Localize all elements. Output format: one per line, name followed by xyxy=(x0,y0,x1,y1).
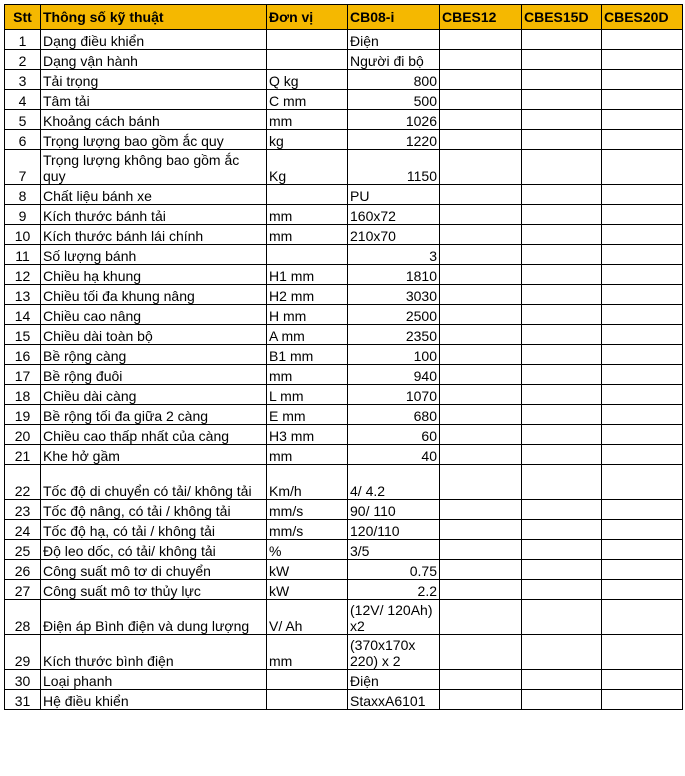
row-unit xyxy=(267,690,348,710)
row-cbes12 xyxy=(440,445,522,465)
row-cbes20d xyxy=(602,185,683,205)
row-cbes12 xyxy=(440,265,522,285)
row-cbes20d xyxy=(602,635,683,670)
row-cb08-i: (370x170x 220) x 2 xyxy=(348,635,440,670)
row-unit: H1 mm xyxy=(267,265,348,285)
table-row xyxy=(5,540,683,560)
row-cbes20d xyxy=(602,580,683,600)
row-cbes20d xyxy=(602,445,683,465)
row-stt: 22 xyxy=(5,465,41,500)
row-stt: 9 xyxy=(5,205,41,225)
header-cbes20d: CBES20D xyxy=(602,5,683,30)
row-spec: Bề rộng càng xyxy=(41,345,267,365)
row-cbes12 xyxy=(440,185,522,205)
table-row xyxy=(5,205,683,225)
row-spec: Khe hở gầm xyxy=(41,445,267,465)
row-cbes15d xyxy=(522,500,602,520)
row-cbes12 xyxy=(440,365,522,385)
row-cb08-i: 800 xyxy=(348,70,440,90)
row-spec: Chất liệu bánh xe xyxy=(41,185,267,205)
row-cbes12 xyxy=(440,325,522,345)
row-stt: 2 xyxy=(5,50,41,70)
row-stt: 1 xyxy=(5,30,41,50)
row-unit: kW xyxy=(267,580,348,600)
row-cbes20d xyxy=(602,500,683,520)
row-stt: 7 xyxy=(5,150,41,185)
spec-table xyxy=(4,4,683,710)
row-cb08-i: 0.75 xyxy=(348,560,440,580)
row-cb08-i: StaxxA6101 xyxy=(348,690,440,710)
row-stt: 13 xyxy=(5,285,41,305)
row-cbes15d xyxy=(522,365,602,385)
table-row xyxy=(5,600,683,635)
row-spec: Chiều dài càng xyxy=(41,385,267,405)
row-stt: 17 xyxy=(5,365,41,385)
table-row xyxy=(5,580,683,600)
row-cbes12 xyxy=(440,560,522,580)
row-stt: 20 xyxy=(5,425,41,445)
table-row xyxy=(5,670,683,690)
row-stt: 16 xyxy=(5,345,41,365)
row-cbes15d xyxy=(522,690,602,710)
row-stt: 14 xyxy=(5,305,41,325)
table-row xyxy=(5,405,683,425)
table-row xyxy=(5,465,683,500)
row-cb08-i: 4/ 4.2 xyxy=(348,465,440,500)
row-cb08-i: Điện xyxy=(348,30,440,50)
row-cbes20d xyxy=(602,520,683,540)
row-unit: V/ Ah xyxy=(267,600,348,635)
row-cb08-i: 90/ 110 xyxy=(348,500,440,520)
row-unit: H3 mm xyxy=(267,425,348,445)
row-cbes15d xyxy=(522,50,602,70)
row-stt: 3 xyxy=(5,70,41,90)
table-row xyxy=(5,635,683,670)
row-spec: Số lượng bánh xyxy=(41,245,267,265)
row-stt: 11 xyxy=(5,245,41,265)
row-unit xyxy=(267,245,348,265)
table-row xyxy=(5,150,683,185)
row-cb08-i: 2500 xyxy=(348,305,440,325)
row-cbes12 xyxy=(440,520,522,540)
row-spec: Bề rộng tối đa giữa 2 càng xyxy=(41,405,267,425)
row-cb08-i: 160x72 xyxy=(348,205,440,225)
table-row xyxy=(5,520,683,540)
row-cb08-i: 1026 xyxy=(348,110,440,130)
row-cbes12 xyxy=(440,345,522,365)
row-cbes12 xyxy=(440,50,522,70)
row-cbes20d xyxy=(602,130,683,150)
row-stt: 8 xyxy=(5,185,41,205)
row-spec: Công suất mô tơ thủy lực xyxy=(41,580,267,600)
row-cbes15d xyxy=(522,520,602,540)
row-stt: 30 xyxy=(5,670,41,690)
table-row xyxy=(5,425,683,445)
header-cbes15d: CBES15D xyxy=(522,5,602,30)
row-unit: E mm xyxy=(267,405,348,425)
row-cbes15d xyxy=(522,150,602,185)
row-spec: Độ leo dốc, có tải/ không tải xyxy=(41,540,267,560)
row-cbes20d xyxy=(602,50,683,70)
row-cbes12 xyxy=(440,225,522,245)
row-spec: Hệ điều khiển xyxy=(41,690,267,710)
row-unit: mm xyxy=(267,365,348,385)
row-cb08-i: 3030 xyxy=(348,285,440,305)
row-cbes12 xyxy=(440,465,522,500)
row-spec: Khoảng cách bánh xyxy=(41,110,267,130)
row-cb08-i: Người đi bộ xyxy=(348,50,440,70)
row-cbes15d xyxy=(522,635,602,670)
row-spec: Tải trọng xyxy=(41,70,267,90)
row-spec: Tốc độ hạ, có tải / không tải xyxy=(41,520,267,540)
row-unit: C mm xyxy=(267,90,348,110)
row-cbes15d xyxy=(522,225,602,245)
header-cb08-i: CB08-i xyxy=(348,5,440,30)
row-cbes20d xyxy=(602,305,683,325)
row-spec: Chiều cao thấp nhất của càng xyxy=(41,425,267,445)
row-cbes15d xyxy=(522,30,602,50)
row-cbes20d xyxy=(602,70,683,90)
row-cbes15d xyxy=(522,205,602,225)
row-cb08-i: 1810 xyxy=(348,265,440,285)
row-cbes15d xyxy=(522,305,602,325)
row-cb08-i: 1150 xyxy=(348,150,440,185)
row-unit: mm xyxy=(267,635,348,670)
row-cbes20d xyxy=(602,205,683,225)
spec-table-body xyxy=(5,30,683,710)
table-row xyxy=(5,285,683,305)
row-cbes12 xyxy=(440,110,522,130)
row-cbes20d xyxy=(602,385,683,405)
row-cbes15d xyxy=(522,325,602,345)
row-spec: Dạng vận hành xyxy=(41,50,267,70)
row-spec: Chiều hạ khung xyxy=(41,265,267,285)
row-unit xyxy=(267,30,348,50)
row-cbes20d xyxy=(602,150,683,185)
header-spec: Thông số kỹ thuật xyxy=(41,5,267,30)
row-cbes12 xyxy=(440,425,522,445)
row-stt: 28 xyxy=(5,600,41,635)
row-unit: Km/h xyxy=(267,465,348,500)
row-cb08-i: (12V/ 120Ah) x2 xyxy=(348,600,440,635)
row-spec: Trọng lượng không bao gồm ắc quy xyxy=(41,150,267,185)
row-cb08-i: 120/110 xyxy=(348,520,440,540)
row-unit: Q kg xyxy=(267,70,348,90)
row-unit: mm/s xyxy=(267,520,348,540)
row-cbes15d xyxy=(522,540,602,560)
row-unit: B1 mm xyxy=(267,345,348,365)
row-cbes20d xyxy=(602,600,683,635)
table-row xyxy=(5,325,683,345)
table-row xyxy=(5,110,683,130)
row-spec: Điện áp Bình điện và dung lượng xyxy=(41,600,267,635)
row-stt: 15 xyxy=(5,325,41,345)
table-row xyxy=(5,560,683,580)
row-spec: Kích thước bình điện xyxy=(41,635,267,670)
row-stt: 5 xyxy=(5,110,41,130)
row-cb08-i: 940 xyxy=(348,365,440,385)
row-unit: kW xyxy=(267,560,348,580)
table-row xyxy=(5,50,683,70)
row-cbes12 xyxy=(440,70,522,90)
row-spec: Trọng lượng bao gồm ắc quy xyxy=(41,130,267,150)
row-stt: 31 xyxy=(5,690,41,710)
row-cb08-i: 2350 xyxy=(348,325,440,345)
row-cbes20d xyxy=(602,465,683,500)
row-spec: Kích thước bánh tải xyxy=(41,205,267,225)
row-cb08-i: 1070 xyxy=(348,385,440,405)
table-row xyxy=(5,365,683,385)
row-stt: 25 xyxy=(5,540,41,560)
row-cbes15d xyxy=(522,405,602,425)
row-cbes20d xyxy=(602,365,683,385)
row-cbes15d xyxy=(522,285,602,305)
row-unit: mm/s xyxy=(267,500,348,520)
row-unit: Kg xyxy=(267,150,348,185)
table-row xyxy=(5,90,683,110)
row-cb08-i: 60 xyxy=(348,425,440,445)
row-cb08-i: 210x70 xyxy=(348,225,440,245)
table-row xyxy=(5,70,683,90)
row-unit: H mm xyxy=(267,305,348,325)
row-unit: H2 mm xyxy=(267,285,348,305)
row-unit: kg xyxy=(267,130,348,150)
row-cb08-i: PU xyxy=(348,185,440,205)
row-cbes12 xyxy=(440,285,522,305)
row-cbes20d xyxy=(602,245,683,265)
row-cbes12 xyxy=(440,405,522,425)
table-row xyxy=(5,185,683,205)
row-cbes15d xyxy=(522,465,602,500)
row-spec: Tâm tải xyxy=(41,90,267,110)
row-cbes15d xyxy=(522,560,602,580)
table-row xyxy=(5,500,683,520)
row-cbes12 xyxy=(440,635,522,670)
row-cbes12 xyxy=(440,150,522,185)
row-cbes20d xyxy=(602,560,683,580)
row-cbes15d xyxy=(522,185,602,205)
row-cb08-i: 500 xyxy=(348,90,440,110)
row-stt: 19 xyxy=(5,405,41,425)
row-cbes15d xyxy=(522,670,602,690)
row-unit xyxy=(267,50,348,70)
row-cbes12 xyxy=(440,130,522,150)
header-unit: Đơn vị xyxy=(267,5,348,30)
row-stt: 27 xyxy=(5,580,41,600)
row-cbes15d xyxy=(522,70,602,90)
row-cbes20d xyxy=(602,425,683,445)
row-cb08-i: 3 xyxy=(348,245,440,265)
row-cbes15d xyxy=(522,445,602,465)
row-cbes20d xyxy=(602,405,683,425)
row-cb08-i: 100 xyxy=(348,345,440,365)
row-spec: Chiều tối đa khung nâng xyxy=(41,285,267,305)
row-cbes15d xyxy=(522,130,602,150)
row-stt: 21 xyxy=(5,445,41,465)
table-row xyxy=(5,445,683,465)
row-cbes20d xyxy=(602,690,683,710)
row-unit xyxy=(267,185,348,205)
row-unit: mm xyxy=(267,225,348,245)
row-cbes12 xyxy=(440,305,522,325)
row-cbes15d xyxy=(522,110,602,130)
row-cbes15d xyxy=(522,265,602,285)
row-cbes20d xyxy=(602,265,683,285)
row-unit: A mm xyxy=(267,325,348,345)
table-row xyxy=(5,265,683,285)
table-row xyxy=(5,30,683,50)
row-cbes12 xyxy=(440,670,522,690)
row-cbes15d xyxy=(522,580,602,600)
row-stt: 29 xyxy=(5,635,41,670)
row-cbes20d xyxy=(602,325,683,345)
row-spec: Chiều dài toàn bộ xyxy=(41,325,267,345)
row-cbes15d xyxy=(522,385,602,405)
row-cbes20d xyxy=(602,345,683,365)
row-unit: mm xyxy=(267,110,348,130)
row-spec: Chiều cao nâng xyxy=(41,305,267,325)
row-unit xyxy=(267,670,348,690)
row-stt: 23 xyxy=(5,500,41,520)
row-spec: Công suất mô tơ di chuyển xyxy=(41,560,267,580)
row-unit: mm xyxy=(267,205,348,225)
row-cb08-i: Điện xyxy=(348,670,440,690)
row-cb08-i: 1220 xyxy=(348,130,440,150)
row-spec: Dạng điều khiển xyxy=(41,30,267,50)
row-cbes12 xyxy=(440,205,522,225)
table-row xyxy=(5,345,683,365)
table-row xyxy=(5,130,683,150)
row-cbes15d xyxy=(522,90,602,110)
row-stt: 26 xyxy=(5,560,41,580)
header-row xyxy=(5,5,683,30)
row-cbes12 xyxy=(440,385,522,405)
row-cbes12 xyxy=(440,580,522,600)
row-cbes20d xyxy=(602,110,683,130)
row-cbes20d xyxy=(602,30,683,50)
row-cbes12 xyxy=(440,500,522,520)
row-cbes15d xyxy=(522,345,602,365)
row-cbes20d xyxy=(602,540,683,560)
row-cbes12 xyxy=(440,690,522,710)
row-spec: Tốc độ nâng, có tải / không tải xyxy=(41,500,267,520)
table-row xyxy=(5,305,683,325)
row-spec: Tốc độ di chuyển có tải/ không tải xyxy=(41,465,267,500)
row-cb08-i: 40 xyxy=(348,445,440,465)
table-row xyxy=(5,690,683,710)
row-spec: Bề rộng đuôi xyxy=(41,365,267,385)
row-unit: % xyxy=(267,540,348,560)
row-unit: mm xyxy=(267,445,348,465)
table-row xyxy=(5,385,683,405)
row-stt: 24 xyxy=(5,520,41,540)
row-cb08-i: 3/5 xyxy=(348,540,440,560)
table-row xyxy=(5,245,683,265)
row-unit: L mm xyxy=(267,385,348,405)
row-cbes20d xyxy=(602,670,683,690)
row-cbes15d xyxy=(522,245,602,265)
row-stt: 10 xyxy=(5,225,41,245)
row-stt: 18 xyxy=(5,385,41,405)
row-cbes12 xyxy=(440,30,522,50)
row-stt: 6 xyxy=(5,130,41,150)
table-row xyxy=(5,225,683,245)
row-cbes12 xyxy=(440,600,522,635)
row-cbes12 xyxy=(440,245,522,265)
row-stt: 4 xyxy=(5,90,41,110)
row-cbes15d xyxy=(522,425,602,445)
row-spec: Kích thước bánh lái chính xyxy=(41,225,267,245)
row-cb08-i: 680 xyxy=(348,405,440,425)
row-cbes20d xyxy=(602,225,683,245)
row-cbes12 xyxy=(440,540,522,560)
row-cbes20d xyxy=(602,285,683,305)
row-stt: 12 xyxy=(5,265,41,285)
header-cbes12: CBES12 xyxy=(440,5,522,30)
row-cbes20d xyxy=(602,90,683,110)
row-cbes15d xyxy=(522,600,602,635)
header-stt: Stt xyxy=(5,5,41,30)
row-cb08-i: 2.2 xyxy=(348,580,440,600)
row-spec: Loại phanh xyxy=(41,670,267,690)
row-cbes12 xyxy=(440,90,522,110)
